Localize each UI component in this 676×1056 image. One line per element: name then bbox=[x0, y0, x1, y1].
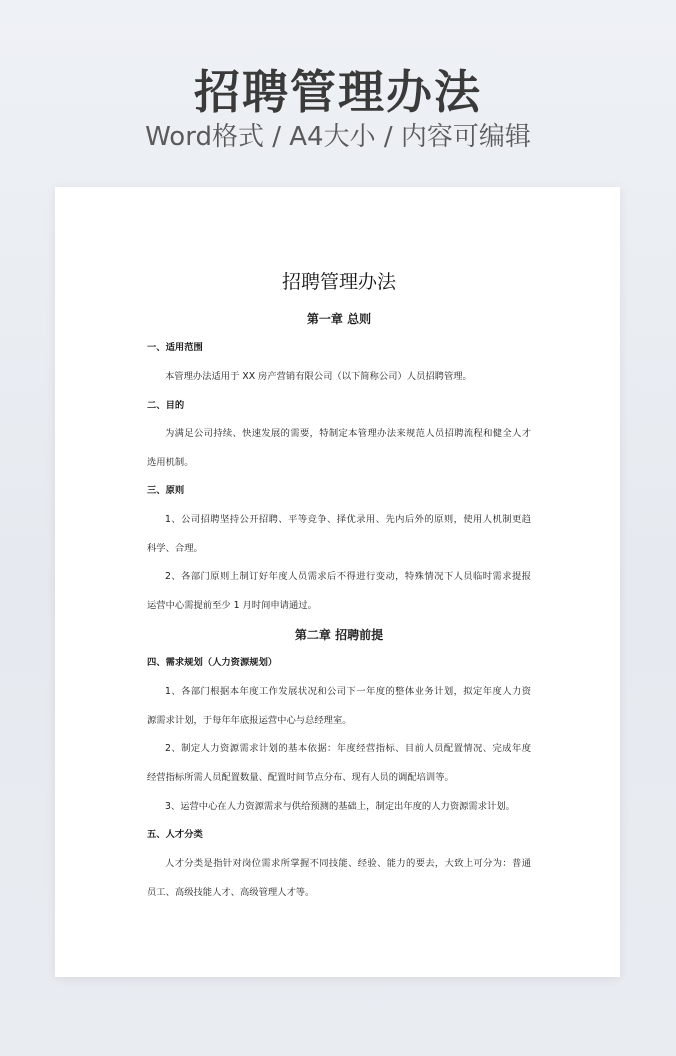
section-1-heading: 一、适用范围 bbox=[147, 342, 203, 353]
section-5-paragraph-line-1: 人才分类是指针对岗位需求所掌握不同技能、经验、能力的要去，大致上可分为：普通 bbox=[165, 858, 531, 869]
section-5-paragraph-line-2: 员工、高级技能人才、高级管理人才等。 bbox=[147, 887, 315, 898]
section-4-item-1-line-2: 源需求计划，于每年年底报运营中心与总经理室。 bbox=[147, 715, 352, 726]
section-3-item-1-line-2: 科学、合理。 bbox=[147, 543, 203, 554]
section-4-item-2-line-1: 2、制定人力资源需求计划的基本依据：年度经营指标、目前人员配置情况、完成年度 bbox=[165, 743, 531, 754]
section-3-heading: 三、原则 bbox=[147, 485, 185, 496]
chapter-1-heading: 第一章 总则 bbox=[306, 312, 372, 326]
section-2-paragraph-line-2: 选用机制。 bbox=[147, 457, 194, 468]
section-3-item-2-line-1: 2、各部门原则上制订好年度人员需求后不得进行变动，特殊情况下人员临时需求提报 bbox=[165, 571, 531, 582]
section-3-item-1-line-1: 1、公司招聘坚持公开招聘、平等竞争、择优录用、先内后外的原则，使用人机制更趋 bbox=[165, 514, 531, 525]
chapter-2-heading: 第二章 招聘前提 bbox=[294, 628, 384, 642]
section-5-heading: 五、人才分类 bbox=[147, 829, 203, 840]
section-4-item-2-line-2: 经营指标所需人员配置数量、配置时间节点分布、现有人员的调配培训等。 bbox=[147, 772, 454, 783]
document-page bbox=[55, 187, 620, 977]
section-2-paragraph-line-1: 为满足公司持续、快速发展的需要，特制定本管理办法来规范人员招聘流程和健全人才 bbox=[165, 428, 531, 439]
banner-title: 招聘管理办法 bbox=[194, 65, 482, 119]
section-4-item-3: 3、运营中心在人力资源需求与供给预测的基础上，制定出年度的人力资源需求计划。 bbox=[165, 801, 515, 812]
banner-subtitle: Word格式 / A4大小 / 内容可编辑 bbox=[145, 122, 531, 152]
section-2-heading: 二、目的 bbox=[147, 400, 185, 411]
section-4-heading: 四、需求规划（人力资源规划） bbox=[147, 657, 278, 668]
section-3-item-2-line-2: 运营中心需提前至少 1 月时间申请通过。 bbox=[147, 600, 317, 611]
section-1-paragraph: 本管理办法适用于 XX 房产营销有限公司（以下简称公司）人员招聘管理。 bbox=[165, 371, 472, 382]
section-4-item-1-line-1: 1、各部门根据本年度工作发展状况和公司下一年度的整体业务计划，拟定年度人力资 bbox=[165, 686, 531, 697]
document-title: 招聘管理办法 bbox=[281, 271, 396, 293]
